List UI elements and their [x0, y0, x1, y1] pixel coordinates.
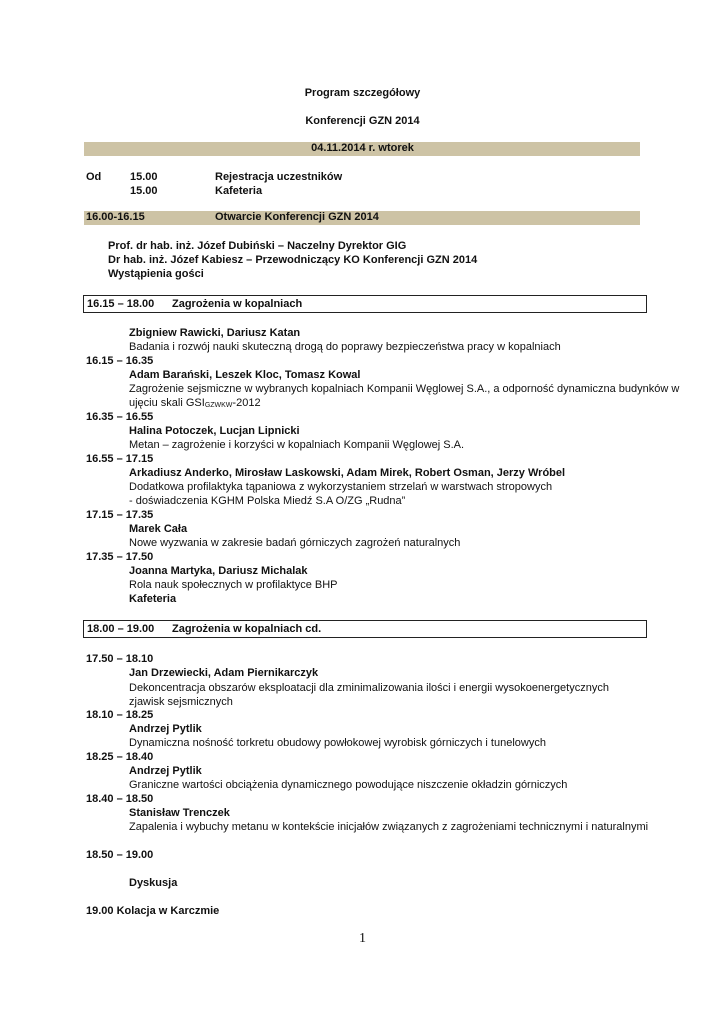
talk-title: Metan – zagrożenie i korzyści w kopalniach Kompanii Węglowej S.A.: [129, 439, 465, 451]
registration-time-2: 15.00: [130, 185, 158, 197]
talk-authors: Zbigniew Rawicki, Dariusz Katan: [129, 327, 301, 339]
page-number: 1: [359, 931, 366, 946]
talk-time: 18.40 – 18.50: [86, 793, 154, 805]
talk-authors: Jan Drzewiecki, Adam Piernikarczyk: [129, 667, 319, 679]
registration-od: Od: [86, 171, 102, 183]
registration-time-1: 15.00: [130, 171, 158, 183]
talk-title: Badania i rozwój nauki skuteczną drogą do poprawy bezpieczeństwa pracy w kopalniach: [129, 341, 561, 353]
talk-title: Dodatkowa profilaktyka tąpaniowa z wykorzystaniem strzelań w warstwach stropowych: [129, 481, 553, 493]
talk-authors: Andrzej Pytlik: [129, 723, 202, 735]
talk-authors: Arkadiusz Anderko, Mirosław Laskowski, Adam Mirek, Robert Osman, Jerzy Wróbel: [129, 467, 566, 479]
talk-title: Rola nauk społecznych w profilaktyce BHP: [129, 579, 338, 591]
talk-time: 18.10 – 18.25: [86, 709, 154, 721]
session1-time: 16.15 – 18.00: [87, 298, 155, 310]
talk-title-line2: ujęciu skali $GSI_{GZWKW}-2012$: [129, 397, 261, 409]
opening-speaker-2: Dr hab. inż. Józef Kabiesz – Przewodniczący KO Konferencji GZN 2014: [108, 254, 478, 266]
talk-authors: Adam Barański, Leszek Kloc, Tomasz Kowal: [129, 369, 361, 381]
talk-authors: Joanna Martyka, Dariusz Michalak: [129, 565, 308, 577]
session2-label: Zagrożenia w kopalniach cd.: [172, 623, 322, 635]
dinner: 19.00 Kolacja w Karczmie: [86, 905, 220, 917]
opening-guests: Wystąpienia gości: [108, 268, 204, 280]
date-bar-label: 04.11.2014 r. wtorek: [311, 142, 414, 154]
talk-authors: Halina Potoczek, Lucjan Lipnicki: [129, 425, 300, 437]
talk-time: 16.15 – 16.35: [86, 355, 154, 367]
talk-title-line2: - doświadczenia KGHM Polska Miedź S.A O/ZG „Rudna”: [129, 495, 406, 507]
opening-speaker-1: Prof. dr hab. inż. Józef Dubiński – Naczelny Dyrektor GIG: [108, 240, 407, 252]
talk-authors: Stanisław Trenczek: [129, 807, 230, 819]
opening-label: Otwarcie Konferencji GZN 2014: [215, 211, 379, 223]
session1-break: Kafeteria: [129, 593, 177, 605]
talk-title: Graniczne wartości obciążenia dynamicznego powodujące niszczenie okładzin górniczych: [129, 779, 568, 791]
talk-title: Nowe wyzwania w zakresie badań górniczych zagrożeń naturalnych: [129, 537, 461, 549]
session1-label: Zagrożenia w kopalniach: [172, 298, 303, 310]
registration-event-2: Kafeteria: [215, 185, 263, 197]
talk-title: Zapalenia i wybuchy metanu w kontekście inicjałów związanych z zagrożeniami technicznymi i naturalnymi: [129, 821, 649, 833]
registration-event-1: Rejestracja uczestników: [215, 171, 343, 183]
opening-time: 16.00-16.15: [86, 211, 145, 223]
talk-time: 17.35 – 17.50: [86, 551, 154, 563]
talk-authors: Andrzej Pytlik: [129, 765, 202, 777]
talk-title: Dekoncentracja obszarów eksploatacji dla zminimalizowania ilości i energii wysokoenergetycznych zjawisk sejsmicznych: [129, 682, 609, 708]
session2-time: 18.00 – 19.00: [87, 623, 155, 635]
talk-authors: Marek Cała: [129, 523, 188, 535]
talk-title: Dynamiczna nośność torkretu obudowy powłokowej wyrobisk górniczych i tunelowych: [129, 737, 546, 749]
session1-box: [83, 295, 647, 313]
talk-title: Zagrożenie sejsmiczne w wybranych kopalniach Kompanii Węglowej S.A., a odporność dynamiczna budynków w: [129, 383, 680, 395]
talk-time: 17.50 – 18.10: [86, 653, 154, 665]
session2-box: [83, 620, 647, 638]
talk-time: 16.55 – 17.15: [86, 453, 154, 465]
page-subtitle: Konferencji GZN 2014: [305, 115, 420, 127]
talk-time: 16.35 – 16.55: [86, 411, 154, 423]
talk-time: 17.15 – 17.35: [86, 509, 154, 521]
page-title: Program szczegółowy: [304, 87, 421, 99]
discussion-time: 18.50 – 19.00: [86, 849, 154, 861]
discussion-label: Dyskusja: [129, 877, 178, 889]
talk-time: 18.25 – 18.40: [86, 751, 154, 763]
